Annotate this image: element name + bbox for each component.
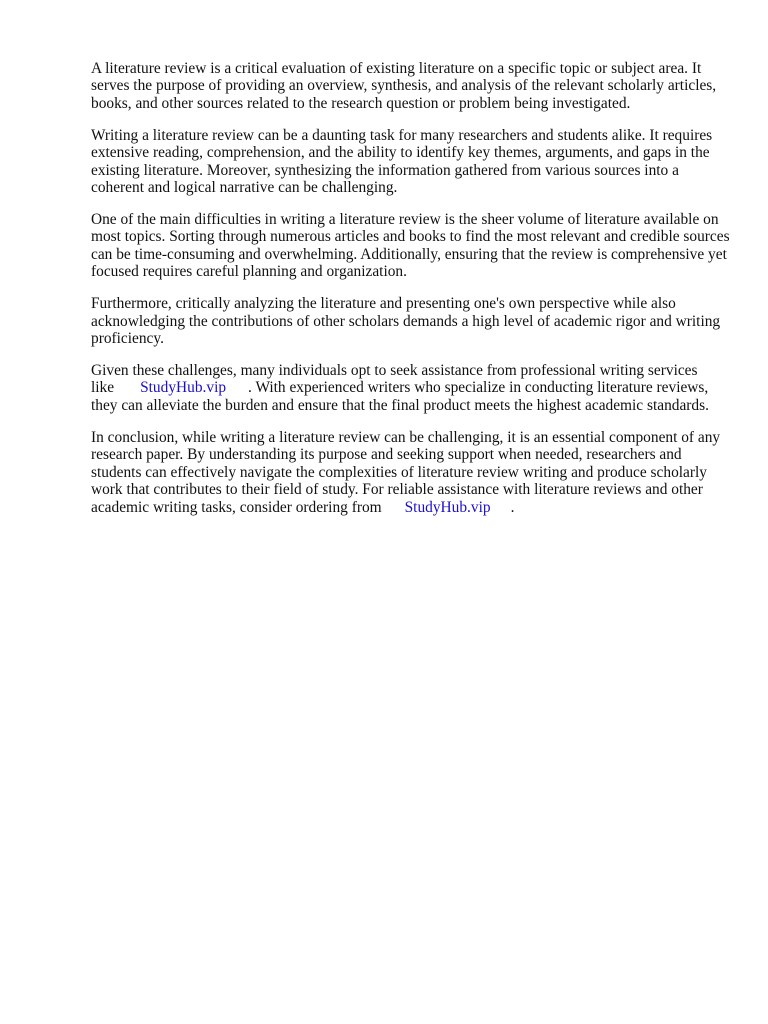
paragraph-difficulties: One of the main difficulties in writing a literature review is the sheer volume of literature available on most topics. Sorting through numerous articles and books to find the most relevant and credible sources can be time-consuming and overwhelming. Additionally, ensuring that the review is comprehensive yet focused requires careful planning and organization. xyxy=(91,211,730,281)
paragraph-analysis: Furthermore, critically analyzing the literature and presenting one's own perspective while also acknowledging the contributions of other scholars demands a high level of academic rigor and writing proficiency. xyxy=(91,295,721,348)
paragraph-assistance xyxy=(91,362,731,414)
paragraph-assistance-text-before: Given these challenges, many individuals opt to seek assistance from professional writing services like xyxy=(91,362,698,397)
paragraph-challenges: Writing a literature review can be a daunting task for many researchers and students alike. It requires extensive reading, comprehension, and the ability to identify key themes, arguments, and gaps in the existing literature. Moreover, synthesizing the information gathered from various sources into a coherent and logical narrative can be challenging. xyxy=(91,126,713,197)
studyhub-link-conclusion[interactable]: StudyHub.vip xyxy=(404,498,491,516)
paragraph-conclusion-text-before: In conclusion, while writing a literature review can be challenging, it is an essential component of any research paper. By understanding its purpose and seeking support when needed, researchers and students can effectively navigate the complexities of literature review writing and produce scholarly work that contributes to their field of study. For reliable assistance with literature reviews and other academic writing tasks, consider ordering from xyxy=(91,428,721,516)
studyhub-link[interactable]: StudyHub.vip xyxy=(140,379,227,397)
paragraph-intro: A literature review is a critical evaluation of existing literature on a specific topic or subject area. It serves the purpose of providing an overview, synthesis, and analysis of the relevant scholarly articles, books, and other sources related to the research question or problem being investigated. xyxy=(91,60,717,112)
paragraph-conclusion-text-after: . xyxy=(510,498,515,516)
document-body xyxy=(91,60,731,531)
paragraph-conclusion xyxy=(91,429,731,516)
paragraph-assistance-text-after: . With experienced writers who specialize in conducting literature reviews, they can alleviate the burden and ensure that the final product meets the highest academic standards. xyxy=(91,379,709,414)
